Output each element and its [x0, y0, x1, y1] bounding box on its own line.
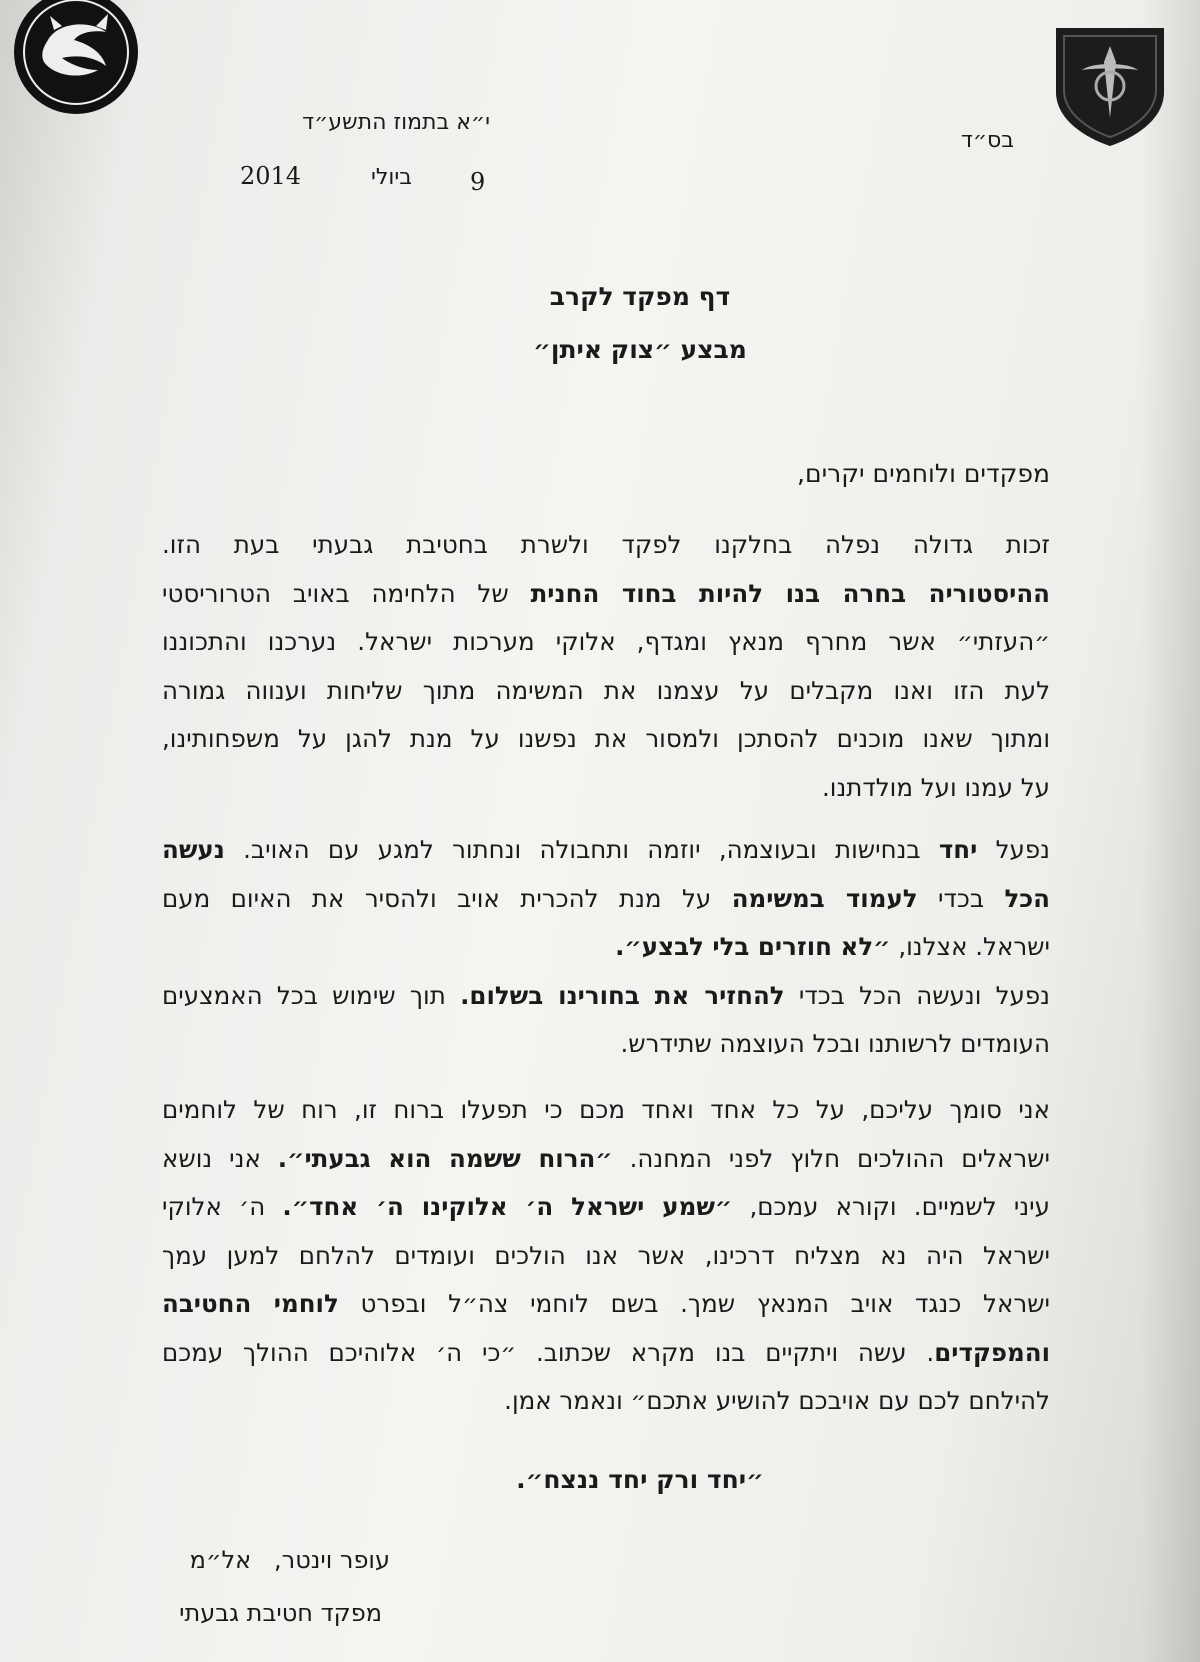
- signature-name: עופר וינטר, אל״מ: [189, 1546, 390, 1574]
- text-run: ישראל כנגד אויב המנאץ שמך. בשם לוחמי צה״ל ובפרט: [338, 1289, 1051, 1318]
- closing-slogan: ״יחד ורק יחד ננצח״.: [516, 1465, 764, 1494]
- hebrew-date: י״א בתמוז התשע״ד: [302, 110, 490, 135]
- paragraph-line: זכות גדולה נפלה בחלקנו לפקד ולשרת בחטיבת גבעתי בעת הזו.: [162, 530, 1050, 559]
- paragraph-line: אני סומך עליכם, על כל אחד ואחד מכם כי תפעלו ברוח זו, רוח של לוחמים: [162, 1095, 1050, 1124]
- text-run: ה׳ אלוקי: [162, 1192, 283, 1221]
- paragraph-line: [162, 570, 1050, 619]
- text-run: נפעל ונעשה הכל בכדי: [784, 980, 1050, 1010]
- text-run: תוך שימוש בכל האמצעים: [162, 980, 461, 1010]
- paragraph-2: [162, 826, 1050, 1069]
- paragraph-line: להילחם לכם עם אויבכם להושיע אתכם״ ונאמר אמן.: [504, 1386, 1050, 1415]
- paragraph-3: [162, 1086, 1050, 1426]
- paragraph-line: [162, 875, 1050, 924]
- paragraph-line: על עמנו ועל מולדתנו.: [821, 772, 1050, 802]
- emphasis: נעשה: [162, 835, 225, 864]
- text-run: ישראל. אצלנו,: [890, 932, 1050, 961]
- text-run: . עשה ויתקיים בנו מקרא שכתוב. ״כי ה׳ אלוהיכם ההולך עמכם: [162, 1337, 935, 1367]
- page-shadow: [1140, 0, 1200, 1662]
- brigade-shield-emblem-icon: [1052, 22, 1168, 150]
- gregorian-year: 2014: [240, 162, 302, 190]
- paragraph-line: [162, 1329, 1050, 1378]
- text-run: בכדי: [917, 883, 1005, 913]
- operation-title: מבצע ״צוק איתן״: [533, 335, 747, 364]
- text-run: אני נושא: [162, 1143, 278, 1173]
- gregorian-day: 9: [470, 168, 486, 196]
- emphasis: הכל: [1004, 883, 1050, 913]
- paragraph-line: ״העזתי״ אשר מחרף מנאץ ומגדף, אלוקי מערכות ישראל. נערכנו והתכוננו: [162, 627, 1050, 656]
- text-run: ישראלים ההולכים חלוץ לפני המחנה.: [612, 1143, 1050, 1173]
- paragraph-1: [162, 521, 1050, 812]
- gregorian-month: ביולי: [370, 165, 412, 190]
- paragraph-line: [162, 1280, 1050, 1329]
- signature-role: מפקד חטיבת גבעתי: [179, 1599, 382, 1627]
- paragraph-line: [162, 1183, 1050, 1232]
- paragraph-line: העומדים לרשותנו ובכל העוצמה שתידרש.: [620, 1029, 1050, 1058]
- paragraph-line: ומתוך שאנו מוכנים להסתכן ולמסור את נפשנו על מנת להגן על משפחותינו,: [162, 724, 1050, 753]
- emphasis: לוחמי החטיבה: [162, 1289, 339, 1318]
- paragraph-line: [162, 972, 1050, 1021]
- emphasis: לעמוד במשימה: [731, 883, 918, 913]
- paragraph-line: [162, 826, 1050, 875]
- text-run: עיני לשמיים. וקורא עמכם,: [732, 1192, 1050, 1221]
- emphasis: ההיסטוריה בחרה בנו להיות בחוד החנית: [530, 578, 1050, 608]
- emphasis: ״לא חוזרים בלי לבצע״.: [615, 932, 891, 961]
- greeting: מפקדים ולוחמים יקרים,: [797, 459, 1050, 488]
- emphasis: יחד: [938, 835, 978, 864]
- document-title: דף מפקד לקרב: [549, 282, 731, 311]
- besiyata-dishmaya: בס״ד: [960, 128, 1014, 153]
- emphasis: והמפקדים: [934, 1337, 1050, 1367]
- givati-fox-emblem-icon: [10, 0, 150, 118]
- text-run: על מנת להכרית אויב ולהסיר את האיום מעם: [162, 883, 732, 913]
- text-run: של הלחימה באויב הטרוריסטי: [162, 578, 531, 608]
- text-run: בנחישות ובעוצמה, יוזמה ותחבולה ונחתור למגע עם האויב.: [224, 835, 939, 864]
- text-run: נפעל: [977, 835, 1050, 864]
- paragraph-line: ישראל היה נא מצליח דרכינו, אשר אנו הולכים ועומדים להלחם למען עמך: [162, 1240, 1050, 1270]
- paragraph-line: [162, 1135, 1050, 1184]
- emphasis: ״שמע ישראל ה׳ אלוקינו ה׳ אחד״.: [282, 1192, 733, 1221]
- paragraph-line: [162, 923, 1050, 972]
- paragraph-line: לעת הזו ואנו מקבלים על עצמנו את המשימה מתוך שליחות וענווה גמורה: [162, 675, 1050, 705]
- emphasis: להחזיר את בחורינו בשלום.: [460, 980, 785, 1010]
- emphasis: ״הרוח ששמה הוא גבעתי״.: [277, 1143, 613, 1173]
